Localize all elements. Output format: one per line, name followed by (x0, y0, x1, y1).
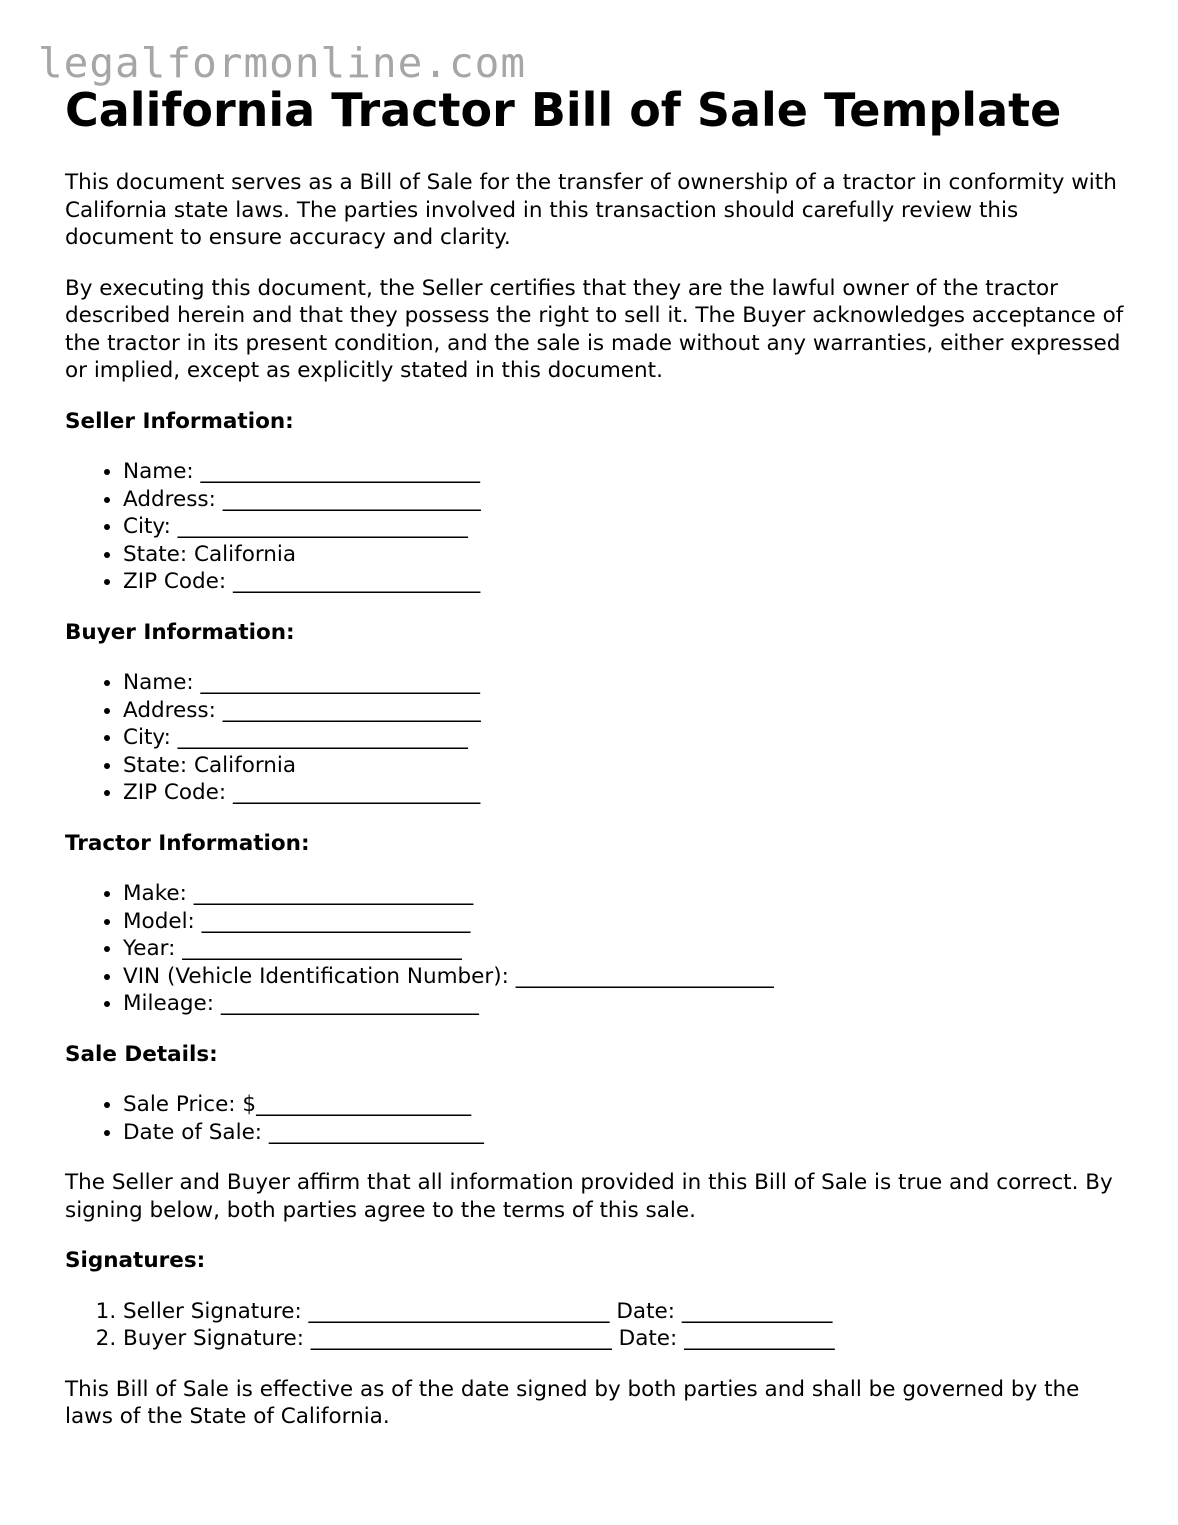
site-watermark: legalformonline.com (38, 39, 526, 87)
tractor-model-field: • Model: _________________________ (123, 908, 1125, 936)
tractor-mileage-field: • Mileage: ________________________ (123, 990, 1125, 1018)
buyer-city-field: • City: ___________________________ (123, 724, 1125, 752)
tractor-vin-field: • VIN (Vehicle Identification Number): ________________________ (123, 963, 1125, 991)
affirmation-paragraph: The Seller and Buyer affirm that all information provided in this Bill of Sale is true and correct. By signing below, both parties agree to the terms of this sale. (65, 1170, 1113, 1223)
buyer-zip-field: • ZIP Code: _______________________ (123, 779, 1125, 807)
tractor-info-heading: Tractor Information: (65, 830, 310, 856)
seller-signature-line: 1. Seller Signature: ____________________________ Date: ______________ (123, 1298, 1125, 1326)
buyer-info-list (65, 669, 1125, 807)
closing-paragraph: This Bill of Sale is effective as of the date signed by both parties and shall be governed by the laws of the State of California. (65, 1376, 1080, 1429)
buyer-info-heading: Buyer Information: (65, 619, 295, 645)
seller-name-field: • Name: __________________________ (123, 458, 1125, 486)
signatures-list (65, 1298, 1125, 1353)
seller-city-field: • City: ___________________________ (123, 513, 1125, 541)
document-body (65, 82, 1125, 1431)
sale-details-list (65, 1091, 1125, 1146)
seller-zip-field: • ZIP Code: _______________________ (123, 568, 1125, 596)
tractor-year-field: • Year: __________________________ (123, 935, 1125, 963)
seller-state-field: • State: California (123, 541, 1125, 569)
buyer-signature-line: 2. Buyer Signature: ____________________________ Date: ______________ (123, 1325, 1125, 1353)
buyer-name-field: • Name: __________________________ (123, 669, 1125, 697)
sale-details-heading: Sale Details: (65, 1041, 218, 1067)
seller-info-heading: Seller Information: (65, 408, 294, 434)
intro-paragraph-2: By executing this document, the Seller certifies that they are the lawful owner of the tractor described herein and that they possess the right to sell it. The Buyer acknowledges acceptance of the tractor in its present condition, and the sale is made without any warranties, either expressed or implied, except as explicitly stated in this document. (65, 275, 1124, 383)
seller-address-field: • Address: ________________________ (123, 486, 1125, 514)
intro-paragraph-1: This document serves as a Bill of Sale for the transfer of ownership of a tractor in conformity with California state laws. The parties involved in this transaction should carefully review this document to ensure accuracy and clarity. (65, 170, 1117, 250)
sale-price-field: • Sale Price: $____________________ (123, 1091, 1125, 1119)
tractor-info-list (65, 880, 1125, 1018)
sale-date-field: • Date of Sale: ____________________ (123, 1119, 1125, 1147)
seller-info-list (65, 458, 1125, 596)
tractor-make-field: • Make: __________________________ (123, 880, 1125, 908)
signatures-heading: Signatures: (65, 1248, 206, 1273)
buyer-address-field: • Address: ________________________ (123, 697, 1125, 725)
page-title: California Tractor Bill of Sale Template (65, 83, 1062, 137)
buyer-state-field: • State: California (123, 752, 1125, 780)
